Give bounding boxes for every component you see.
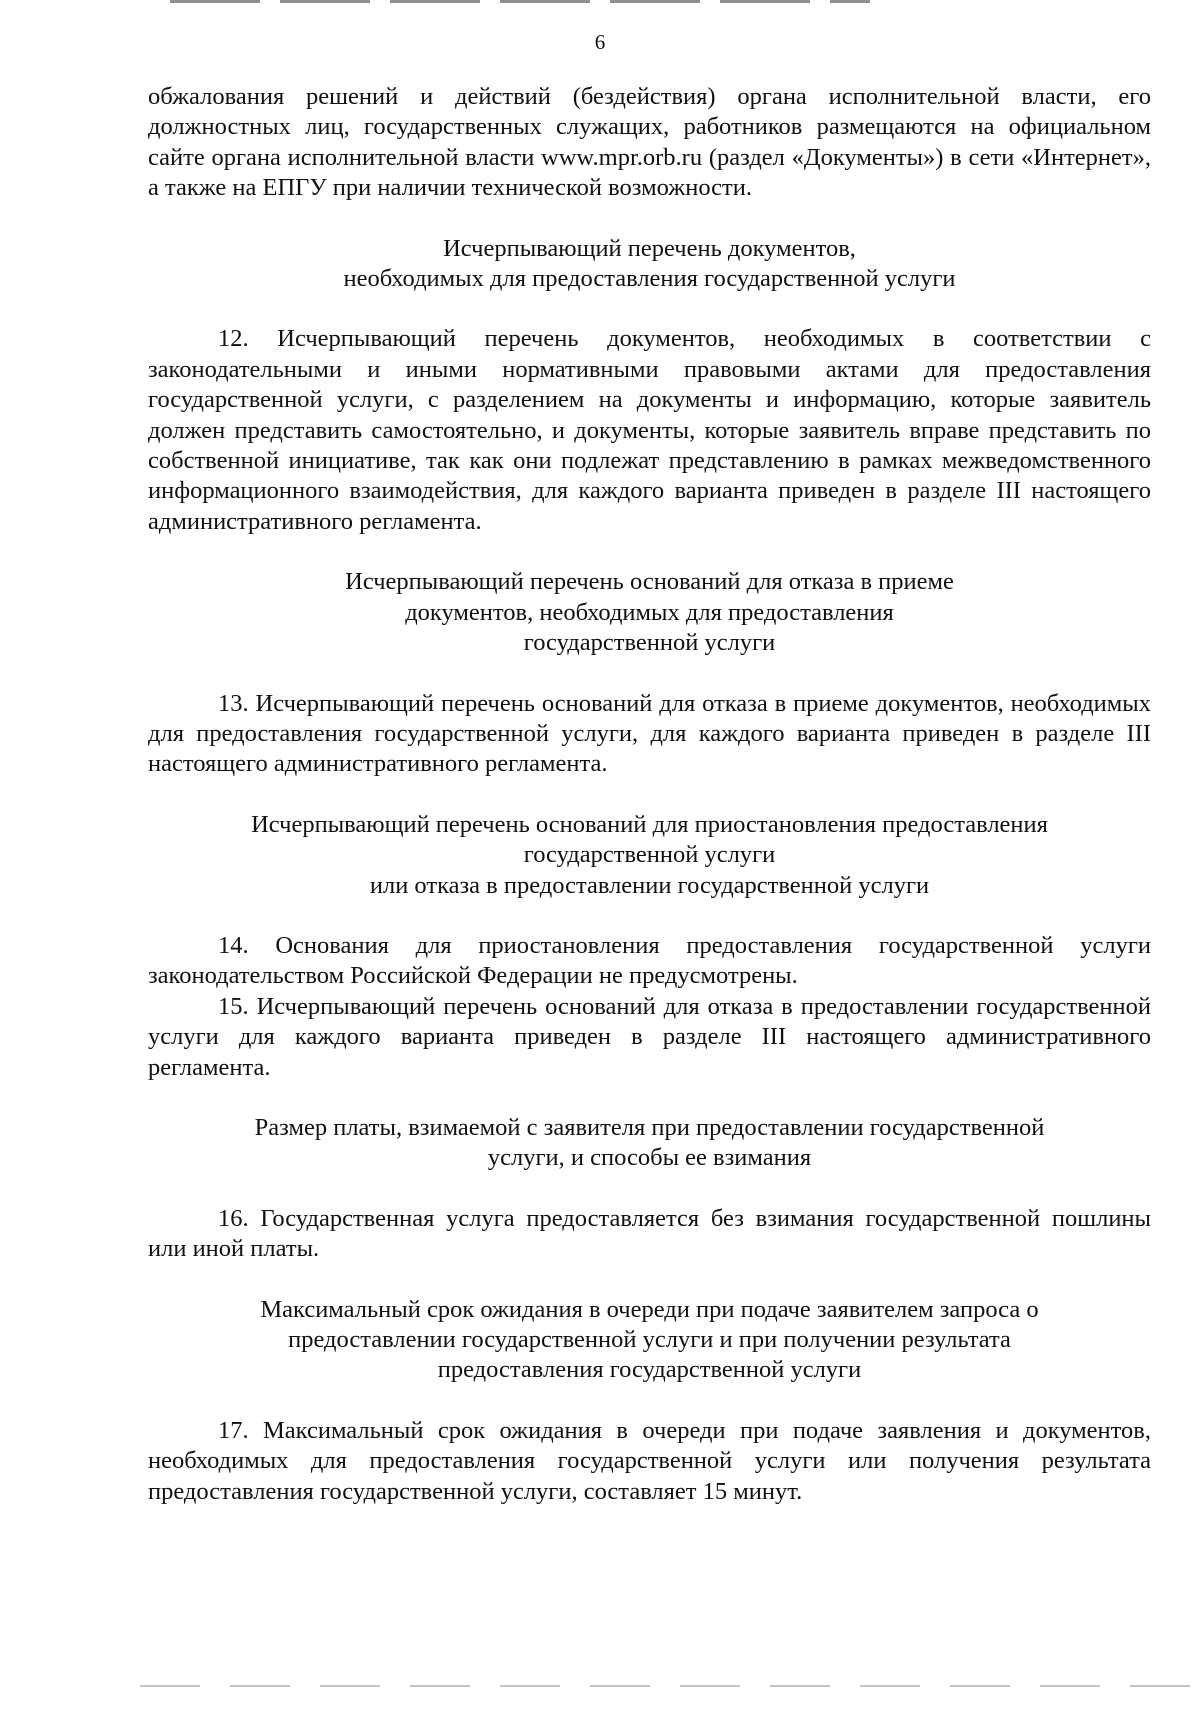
block-spacer [148, 1265, 1151, 1295]
block-spacer [148, 901, 1151, 931]
section-heading [148, 567, 1151, 658]
section-heading-line: Исчерпывающий перечень оснований для приостановления предоставления [251, 810, 1048, 838]
body-paragraph: обжалования решений и действий (бездействия) органа исполнительной власти, его должностных лиц, государственных служащих, работников размещаются на официальном сайте органа исполнительной власти www.mpr.orb.ru (раздел «Документы») в сети «Интернет», а также на ЕПГУ при наличии технической возможности. [148, 83, 1151, 202]
section-heading-line: Исчерпывающий перечень документов, [443, 234, 856, 262]
section-heading-line: Исчерпывающий перечень оснований для отказа в приеме [345, 568, 954, 596]
body-paragraph: 14. Основания для приостановления предоставления государственной услуги законодательством Российской Федерации не предусмотрены. [148, 931, 1151, 990]
scan-edge-bottom [140, 1685, 1190, 1687]
section-heading-line: предоставления государственной услуги [437, 1356, 862, 1384]
document-body [148, 82, 1151, 1507]
block-spacer [148, 1174, 1151, 1204]
section-heading-line: необходимых для предоставления государственной услуги [343, 265, 956, 293]
body-paragraph: 16. Государственная услуга предоставляется без взимания государственной пошлины или иной платы. [148, 1204, 1151, 1263]
section-heading-line: документов, необходимых для предоставления [405, 598, 894, 626]
block-spacer [148, 537, 1151, 567]
section-heading-line: предоставлении государственной услуги и при получении результата [288, 1326, 1011, 1353]
block-spacer [148, 780, 1151, 810]
section-heading-line: Максимальный срок ожидания в очереди при подаче заявителем запроса о [260, 1295, 1039, 1323]
block-spacer [148, 204, 1151, 234]
section-heading [148, 234, 1151, 295]
section-heading-line: государственной услуги [523, 841, 776, 869]
block-spacer [148, 294, 1151, 324]
body-paragraph: 17. Максимальный срок ожидания в очереди при подаче заявления и документов, необходимых для предоставления государственной услуги или получения результата предоставления государственной услуги, составляет 15 минут. [148, 1416, 1151, 1505]
scan-edge-top [170, 0, 870, 3]
block-spacer [148, 1386, 1151, 1416]
section-heading [148, 1295, 1151, 1386]
block-spacer [148, 659, 1151, 689]
block-spacer [148, 1083, 1151, 1113]
section-heading-line: или отказа в предоставлении государственной услуги [369, 871, 930, 899]
section-heading-line: Размер платы, взимаемой с заявителя при предоставлении государственной [254, 1113, 1045, 1141]
page-number: 6 [594, 30, 606, 54]
section-heading [148, 810, 1151, 901]
section-heading-line: государственной услуги [523, 629, 776, 657]
section-heading [148, 1113, 1151, 1174]
body-paragraph: 12. Исчерпывающий перечень документов, необходимых в соответствии с законодательными и иными нормативными правовыми актами для предоставления государственной услуги, с разделением на документы и информацию, которые заявитель должен представить самостоятельно, и документы, которые заявитель вправе представить по собственной инициативе, так как они подлежат представлению в рамках межведомственного информационного взаимодействия, для каждого варианта приведен в разделе III настоящего административного регламента. [148, 325, 1151, 535]
body-paragraph: 15. Исчерпывающий перечень оснований для отказа в предоставлении государственной услуги для каждого варианта приведен в разделе III настоящего административного регламента. [148, 992, 1151, 1081]
section-heading-line: услуги, и способы ее взимания [487, 1144, 812, 1172]
body-paragraph: 13. Исчерпывающий перечень оснований для отказа в приеме документов, необходимых для предоставления государственной услуги, для каждого варианта приведен в разделе III настоящего административного регламента. [148, 689, 1151, 778]
